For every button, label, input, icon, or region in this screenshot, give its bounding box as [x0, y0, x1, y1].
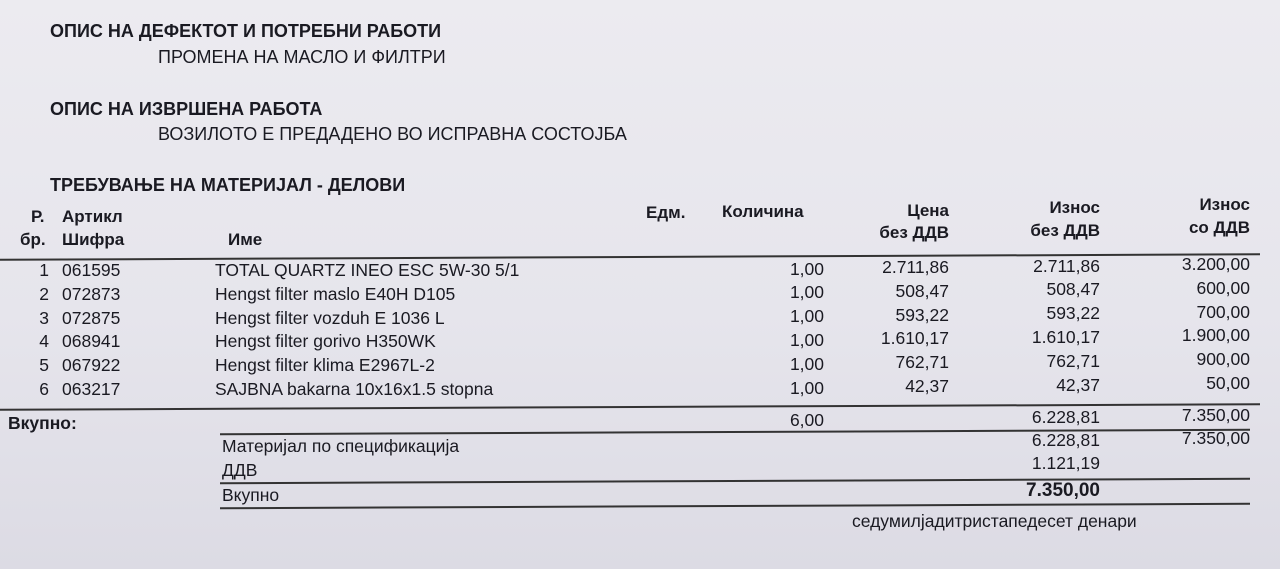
- row-qty: 1,00: [789, 329, 824, 350]
- col-name: Име: [228, 230, 263, 249]
- row-code: 067922: [62, 355, 121, 376]
- col-net-bottom: без ДДВ: [1030, 221, 1100, 240]
- summary-bottom-divider: [220, 503, 1250, 509]
- row-qty: 1,00: [789, 353, 824, 374]
- row-name: SAJBNA bakarna 10x16x1.5 stopna: [215, 379, 494, 399]
- row-price: 42,37: [905, 376, 949, 396]
- row-gross: 50,00: [1206, 373, 1250, 393]
- grand-total-value: 7.350,00: [1026, 480, 1100, 501]
- row-net: 593,22: [1046, 303, 1100, 324]
- col-net-top: Износ: [1049, 198, 1100, 217]
- row-price: 2.711,86: [882, 257, 949, 277]
- row-net: 762,71: [1046, 350, 1100, 371]
- material-gross: 7.350,00: [1181, 428, 1250, 448]
- row-qty: 1,00: [789, 258, 824, 279]
- row-code: 068941: [62, 331, 121, 352]
- amount-in-words: седумилјадитристапедесет денари: [852, 511, 1137, 531]
- materials-heading: ТРЕБУВАЊЕ НА МАТЕРИЈАЛ - ДЕЛОВИ: [50, 175, 406, 195]
- col-gross-top: Износ: [1199, 195, 1250, 214]
- totals-net: 6.228,81: [1031, 407, 1100, 427]
- row-price: 508,47: [895, 280, 949, 301]
- totals-qty: 6,00: [789, 410, 824, 430]
- row-price: 593,22: [895, 304, 949, 325]
- col-unit: Едм.: [646, 203, 686, 222]
- row-gross: 1.900,00: [1181, 325, 1250, 346]
- row-price: 1.610,17: [880, 328, 949, 349]
- defect-text: ПРОМЕНА НА МАСЛО И ФИЛТРИ: [158, 47, 446, 67]
- totals-gross: 7.350,00: [1181, 405, 1250, 425]
- row-code: 063217: [62, 379, 121, 399]
- col-qty: Количина: [722, 202, 804, 221]
- row-number: 1: [39, 260, 49, 280]
- material-label: Материјал по спецификација: [222, 436, 460, 456]
- row-number: 5: [39, 355, 49, 376]
- row-qty: 1,00: [789, 282, 824, 303]
- row-gross: 900,00: [1196, 349, 1250, 370]
- totals-label: Вкупно:: [8, 413, 77, 433]
- row-price: 762,71: [895, 352, 949, 373]
- row-qty: 1,00: [789, 306, 824, 327]
- row-name: Hengst filter klima E2967L-2: [215, 355, 435, 376]
- row-name: Hengst filter vozduh E 1036 L: [215, 307, 445, 328]
- row-net: 1.610,17: [1031, 326, 1100, 347]
- row-gross: 600,00: [1196, 277, 1250, 298]
- row-name: Hengst filter maslo E40H D105: [215, 283, 456, 304]
- col-price-bottom: без ДДВ: [879, 223, 949, 242]
- defect-heading: ОПИС НА ДЕФЕКТОТ И ПОТРЕБНИ РАБОТИ: [50, 21, 442, 41]
- grand-total-label: Вкупно: [222, 485, 280, 505]
- col-price-top: Цена: [907, 201, 949, 220]
- col-code-top: Артикл: [62, 207, 123, 226]
- row-code: 072875: [62, 307, 121, 328]
- vat-value: 1.121,19: [1031, 453, 1100, 473]
- row-gross: 700,00: [1196, 301, 1250, 322]
- col-gross-bottom: со ДДВ: [1188, 218, 1250, 237]
- work-heading: ОПИС НА ИЗВРШЕНА РАБОТА: [50, 99, 323, 119]
- row-number: 4: [39, 331, 49, 352]
- row-code: 072873: [62, 283, 121, 304]
- col-rb-bottom: бр.: [20, 230, 46, 249]
- row-code: 061595: [62, 260, 121, 280]
- col-code-bottom: Шифра: [62, 230, 125, 249]
- row-name: TOTAL QUARTZ INEO ESC 5W-30 5/1: [215, 260, 520, 280]
- row-gross: 3.200,00: [1181, 254, 1250, 274]
- vat-label: ДДВ: [222, 460, 258, 480]
- row-net: 508,47: [1046, 279, 1100, 300]
- material-net: 6.228,81: [1031, 430, 1100, 450]
- row-number: 2: [39, 283, 49, 304]
- row-qty: 1,00: [789, 377, 824, 398]
- row-number: 3: [39, 307, 49, 328]
- row-number: 6: [39, 379, 49, 399]
- row-net: 42,37: [1056, 374, 1100, 395]
- row-name: Hengst filter gorivo H350WK: [215, 331, 436, 352]
- col-rb-top: Р.: [31, 207, 45, 226]
- work-text: ВОЗИЛОТО Е ПРЕДАДЕНО ВО ИСПРАВНА СОСТОЈБА: [158, 124, 627, 144]
- row-net: 2.711,86: [1033, 255, 1100, 276]
